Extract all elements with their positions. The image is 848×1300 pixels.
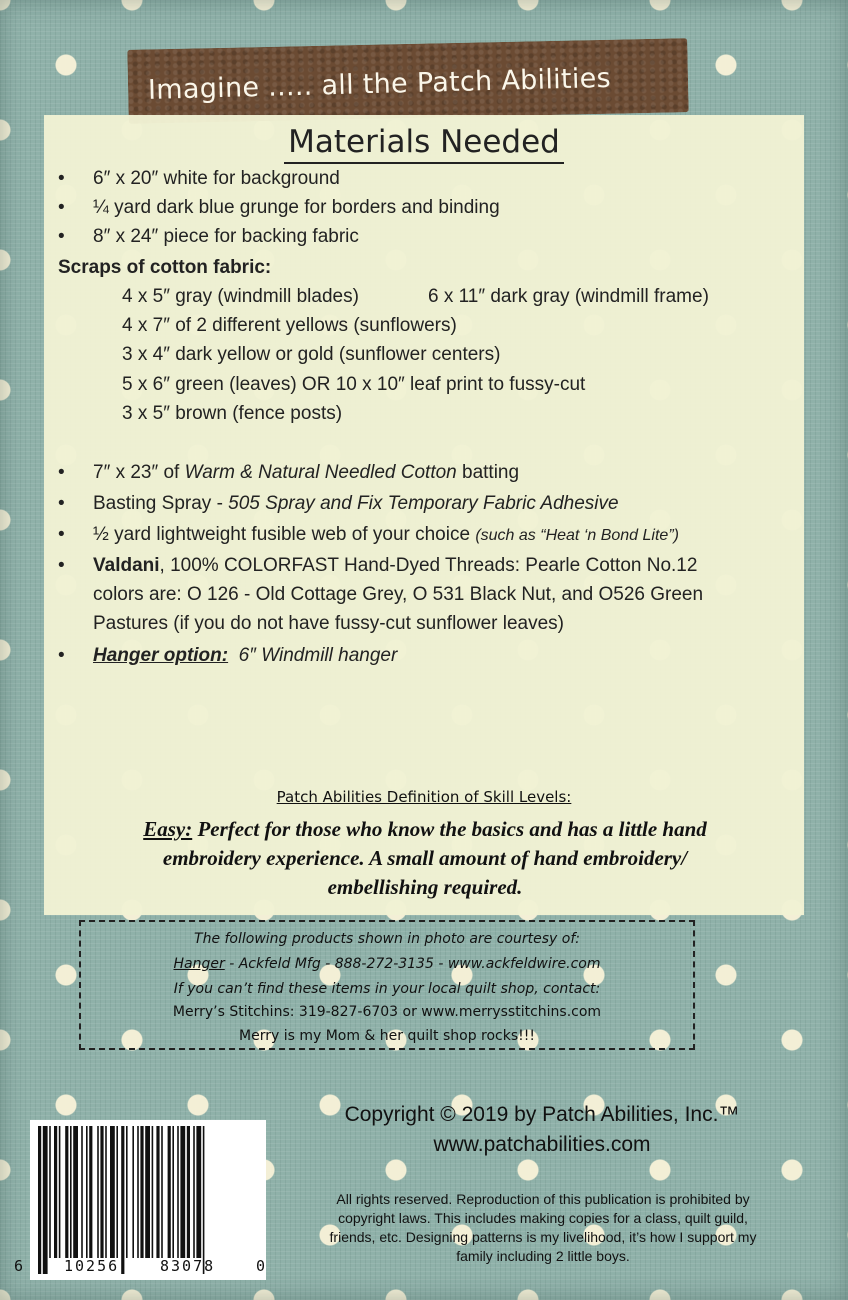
barcode-bar (161, 1126, 163, 1258)
barcode-bar (196, 1126, 201, 1258)
barcode-bar (172, 1126, 174, 1258)
barcode-bar (116, 1126, 118, 1258)
basting-prefix: Basting Spray - (93, 493, 229, 514)
fusible-prefix: ½ yard lightweight fusible web of your choice (93, 524, 476, 545)
barcode-bar (86, 1126, 88, 1258)
barcode-bar (168, 1126, 171, 1258)
barcode-bar (54, 1126, 57, 1258)
barcode-bar (65, 1126, 68, 1258)
barcode-bar (70, 1126, 72, 1258)
materials-title-text: Materials Needed (284, 122, 564, 164)
bullet: • (58, 197, 65, 218)
batting-prefix: 7″ x 23″ of (93, 462, 185, 483)
skill-level-easy: Easy: (143, 817, 193, 841)
banner-text: Imagine ..... all the Patch Abilities (147, 62, 612, 106)
valdani-line3: Pastures (if you do not have fussy-cut sunflower leaves) (93, 613, 565, 634)
material-item-fusible (93, 522, 679, 549)
materials-title (44, 120, 804, 164)
scrap-item: 4 x 5″ gray (windmill blades) (122, 286, 359, 307)
bullet: • (58, 462, 65, 483)
batting-suffix: batting (456, 462, 520, 483)
valdani-line2: colors are: O 126 - Old Cottage Grey, O 531 Black Nut, and O526 Green (93, 584, 704, 605)
barcode-bar (105, 1126, 107, 1258)
scrap-item: 3 x 4″ dark yellow or gold (sunflower centers) (122, 344, 501, 365)
bullet: • (58, 524, 65, 545)
credits-hanger-label: Hanger (173, 956, 225, 972)
barcode-bar (121, 1126, 124, 1274)
skill-level-description (80, 815, 770, 902)
valdani-brand: Valdani (93, 555, 160, 576)
barcode-bar (177, 1126, 179, 1258)
barcode-bar (100, 1126, 103, 1258)
barcode-digit-last: 0 (256, 1257, 266, 1275)
hanger-option-label: Hanger option: (93, 645, 229, 666)
valdani-line1: , 100% COLORFAST Hand-Dyed Threads: Pearle Cotton No.12 (159, 555, 698, 576)
website: www.patchabilities.com (433, 1133, 651, 1156)
barcode (30, 1120, 266, 1280)
barcode-bar (203, 1126, 205, 1274)
rights-line3: friends, etc. Designing patterns is my livelihood, it’s how I support my (329, 1229, 757, 1245)
barcode-bar (89, 1126, 92, 1258)
bullet: • (58, 645, 65, 666)
skill-line2: embroidery experience. A small amount of hand embroidery/ (162, 846, 688, 870)
bullet: • (58, 493, 65, 514)
barcode-bar (132, 1126, 134, 1258)
batting-brand: Warm & Natural Needled Cotton (184, 462, 457, 483)
hanger-option-text: 6″ Windmill hanger (238, 645, 398, 666)
copyright-line: Copyright © 2019 by Patch Abilities, Inc.™ (344, 1103, 740, 1126)
fusible-example: (such as “Heat ‘n Bond Lite”) (475, 527, 679, 544)
barcode-bar (73, 1126, 78, 1258)
skill-line1: Perfect for those who know the basics and has a little hand (192, 817, 707, 841)
barcode-bar (145, 1126, 150, 1258)
rights-line1: All rights reserved. Reproduction of this publication is prohibited by (336, 1191, 750, 1207)
material-item: 8″ x 24″ piece for backing fabric (93, 226, 359, 247)
scraps-heading: Scraps of cotton fabric: (58, 257, 272, 278)
credits-hanger-info: - Ackfeld Mfg - 888-272-3135 - www.ackfeldwire.com (224, 956, 601, 972)
barcode-bar (97, 1126, 99, 1258)
copyright-block (272, 1100, 812, 1160)
barcode-bar (152, 1126, 154, 1258)
credits-line1: The following products shown in photo are courtesy of: (194, 931, 580, 947)
basting-brand: 505 Spray and Fix Temporary Fabric Adhesive (228, 493, 619, 514)
scrap-item: 3 x 5″ brown (fence posts) (122, 403, 343, 424)
scrap-item: 6 x 11″ dark gray (windmill frame) (428, 286, 709, 307)
bullet: • (58, 168, 65, 189)
barcode-bar (110, 1126, 115, 1258)
scrap-item: 4 x 7″ of 2 different yellows (sunflowers) (122, 315, 457, 336)
barcode-digits-left: 10256 (64, 1257, 120, 1275)
material-item-basting (93, 491, 619, 517)
barcode-bar (137, 1126, 139, 1258)
barcode-bar (180, 1126, 185, 1258)
barcode-bar (126, 1126, 128, 1258)
credits-line3: If you can’t find these items in your local quilt shop, contact: (173, 981, 601, 997)
credits-line5: Merry is my Mom & her quilt shop rocks!!! (239, 1028, 535, 1044)
credits-line2 (79, 953, 695, 975)
skill-line3: embellishing required. (327, 875, 523, 899)
material-item-valdani (93, 553, 697, 579)
bullet: • (58, 555, 65, 576)
material-item: 6″ x 20″ white for background (93, 168, 340, 189)
rights-line2: copyright laws. This includes making copies for a class, quilt guild, (338, 1210, 748, 1226)
scrap-item: 5 x 6″ green (leaves) OR 10 x 10″ leaf print to fussy-cut (122, 374, 586, 395)
credits-line4: Merry’s Stitchins: 319-827-6703 or www.merrysstitchins.com (172, 1004, 602, 1020)
material-item: ¼ yard dark blue grunge for borders and binding (93, 197, 500, 218)
material-item-hanger (93, 643, 397, 669)
barcode-bar (193, 1126, 195, 1258)
barcode-digits-right: 83078 (160, 1257, 216, 1275)
barcode-bar (59, 1126, 61, 1258)
material-item-batting (93, 460, 519, 486)
barcode-bar (187, 1126, 190, 1258)
barcode-bar (81, 1126, 83, 1258)
rights-line4: family including 2 little boys. (456, 1248, 630, 1264)
skill-levels-heading: Patch Abilities Definition of Skill Levels: (276, 788, 572, 806)
barcode-digit-first: 6 (14, 1257, 24, 1275)
barcode-bar (49, 1126, 51, 1258)
barcode-bar (38, 1126, 41, 1274)
barcode-bar (140, 1126, 143, 1258)
barcode-bar (156, 1126, 159, 1258)
barcode-bar (43, 1126, 48, 1274)
bullet: • (58, 226, 65, 247)
rights-notice (282, 1190, 804, 1266)
